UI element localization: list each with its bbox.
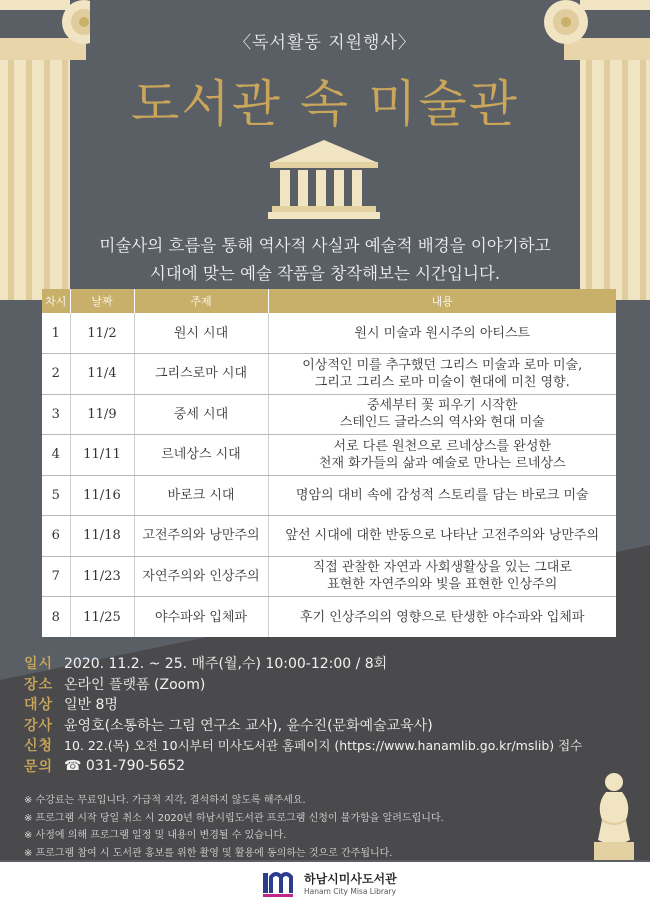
library-logo-icon bbox=[262, 869, 296, 897]
table-row bbox=[42, 475, 616, 516]
schedule-table bbox=[42, 289, 616, 637]
column-header: 날짜 bbox=[70, 289, 134, 313]
session-content bbox=[268, 516, 616, 557]
info-value: 2020. 11.2. ~ 25. 매주(월,수) 10:00-12:00 / 8회 bbox=[64, 656, 388, 673]
content-line: 원시 미술과 원시주의 아티스트 bbox=[354, 325, 531, 341]
session-number: 7 bbox=[42, 556, 70, 597]
table-row bbox=[42, 313, 616, 354]
content-line: 스테인드 글라스의 역사와 현대 미술 bbox=[339, 415, 545, 431]
info-row-apply bbox=[24, 735, 582, 756]
session-topic: 바로크 시대 bbox=[134, 475, 268, 516]
table-row bbox=[42, 516, 616, 557]
content-line: 후기 인상주의의 영향으로 탄생한 야수파와 입체파 bbox=[300, 609, 585, 625]
intro-line: 시대에 맞는 예술 작품을 창작해보는 시간입니다. bbox=[149, 264, 501, 283]
session-number: 3 bbox=[42, 394, 70, 435]
session-number: 8 bbox=[42, 597, 70, 638]
info-value: 일반 8명 bbox=[64, 697, 118, 714]
session-date: 11/16 bbox=[70, 475, 134, 516]
session-topic: 르네상스 시대 bbox=[134, 435, 268, 476]
session-topic: 원시 시대 bbox=[134, 313, 268, 354]
info-row-place bbox=[24, 674, 582, 695]
table-header-row bbox=[42, 289, 616, 313]
session-topic: 고전주의와 낭만주의 bbox=[134, 516, 268, 557]
session-topic: 중세 시대 bbox=[134, 394, 268, 435]
session-date: 11/11 bbox=[70, 435, 134, 476]
content-line: 앞선 시대에 대한 반동으로 나타난 고전주의와 낭만주의 bbox=[285, 528, 600, 544]
info-row-date bbox=[24, 653, 582, 674]
phone-number: ☎ 031-790-5652 bbox=[64, 757, 186, 774]
table-row bbox=[42, 556, 616, 597]
content-line: 중세부터 꽃 피우기 시작한 bbox=[366, 398, 518, 414]
column-header: 주제 bbox=[134, 289, 268, 313]
content-line: 그리고 그리스 로마 미술이 현대에 미친 영향. bbox=[314, 374, 570, 390]
info-value: 온라인 플랫폼 (Zoom) bbox=[64, 676, 206, 693]
session-topic: 자연주의와 인상주의 bbox=[134, 556, 268, 597]
session-date: 11/2 bbox=[70, 313, 134, 354]
session-date: 11/18 bbox=[70, 516, 134, 557]
temple-icon bbox=[268, 140, 380, 220]
note-item: ※ 프로그램 참여 시 도서관 홍보를 위한 촬영 및 활용에 동의하는 것으로 간주됩니다. bbox=[24, 847, 393, 859]
session-number: 2 bbox=[42, 354, 70, 395]
note-item: ※ 사정에 의해 프로그램 일정 및 내용이 변경될 수 있습니다. bbox=[24, 830, 287, 841]
content-line: 서로 다른 원천으로 르네상스를 완성한 bbox=[333, 438, 551, 454]
session-content bbox=[268, 556, 616, 597]
library-logo bbox=[262, 869, 397, 897]
table-row bbox=[42, 597, 616, 638]
session-date: 11/23 bbox=[70, 556, 134, 597]
statue-icon bbox=[590, 770, 640, 862]
table-row bbox=[42, 354, 616, 395]
content-line: 직접 관찰한 자연과 사회생활상을 있는 그대로 bbox=[312, 560, 572, 576]
event-subtitle: 〈독서활동 지원행사〉 bbox=[234, 33, 416, 53]
intro-line: 미술사의 흐름을 통해 역사적 사실과 예술적 배경을 이야기하고 bbox=[99, 236, 551, 255]
content-line: 표현한 자연주의와 빛을 표현한 인상주의 bbox=[327, 577, 558, 593]
session-number: 1 bbox=[42, 313, 70, 354]
session-content bbox=[268, 475, 616, 516]
content-line: 이상적인 미를 추구했던 그리스 미술과 로마 미술, bbox=[302, 357, 583, 373]
session-date: 11/4 bbox=[70, 354, 134, 395]
session-topic: 그리스로마 시대 bbox=[134, 354, 268, 395]
intro-text bbox=[0, 232, 650, 288]
session-date: 11/25 bbox=[70, 597, 134, 638]
session-date: 11/9 bbox=[70, 394, 134, 435]
footer bbox=[0, 862, 650, 909]
info-label: 장소 bbox=[24, 676, 54, 693]
info-label: 일시 bbox=[24, 656, 54, 673]
note-item: ※ 수강료는 무료입니다. 가급적 지각, 결석하지 않도록 해주세요. bbox=[24, 795, 306, 806]
info-row-lecturer bbox=[24, 715, 582, 736]
notes bbox=[24, 791, 444, 861]
table-row bbox=[42, 435, 616, 476]
column-header: 차시 bbox=[42, 289, 70, 313]
session-content bbox=[268, 435, 616, 476]
session-number: 4 bbox=[42, 435, 70, 476]
info-value: 윤영호(소통하는 그림 연구소 교사), 윤수진(문화예술교육사) bbox=[64, 717, 433, 734]
session-content bbox=[268, 394, 616, 435]
content-line: 명암의 대비 속에 감성적 스토리를 담는 바로크 미술 bbox=[295, 487, 589, 503]
info-value: 10. 22.(목) 오전 10시부터 미사도서관 홈페이지 (https://www.hanamlib.go.kr/mslib) 접수 bbox=[64, 738, 583, 754]
session-content bbox=[268, 354, 616, 395]
table-row bbox=[42, 394, 616, 435]
note-item: ※ 프로그램 시작 당일 취소 시 2020년 하남시립도서관 프로그램 신청이 불가함을 알려드립니다. bbox=[24, 812, 444, 824]
event-title: 도서관 속 미술관 bbox=[131, 75, 519, 133]
info-label: 강사 bbox=[24, 717, 54, 734]
session-number: 5 bbox=[42, 475, 70, 516]
library-name-en: Hanam City Misa Library bbox=[304, 887, 397, 896]
column-header: 내용 bbox=[268, 289, 616, 313]
event-info bbox=[24, 653, 582, 776]
info-label: 대상 bbox=[24, 697, 54, 714]
info-row-contact bbox=[24, 756, 582, 777]
session-content bbox=[268, 597, 616, 638]
info-label: 신청 bbox=[24, 738, 54, 755]
session-content bbox=[268, 313, 616, 354]
info-label: 문의 bbox=[24, 758, 54, 775]
content-line: 천재 화가들의 삶과 예술로 만나는 르네상스 bbox=[318, 455, 566, 471]
session-topic: 야수파와 입체파 bbox=[134, 597, 268, 638]
session-number: 6 bbox=[42, 516, 70, 557]
info-row-target bbox=[24, 694, 582, 715]
library-name: 하남시미사도서관 bbox=[304, 872, 397, 886]
